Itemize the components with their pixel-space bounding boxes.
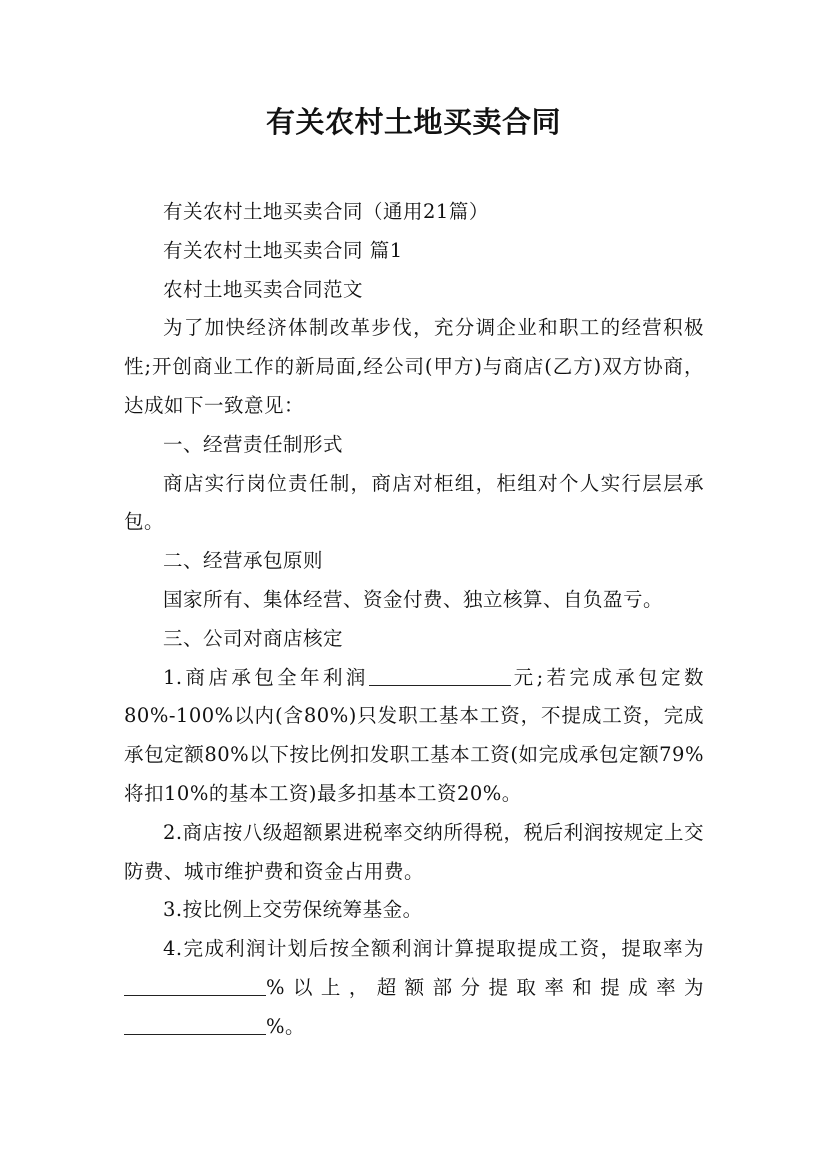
subtitle-paragraph: 有关农村土地买卖合同（通用21篇） <box>163 200 489 223</box>
clause-heading-3: 三、公司对商店核定 <box>163 626 344 650</box>
document-title: 有关农村土地买卖合同 <box>265 105 561 139</box>
clause-item-4-text-a: 4.完成利润计划后按全额利润计算提取提成工资，提取率为 <box>163 937 704 961</box>
intro-paragraph: 为了加快经济体制改革步伐，充分调企业和职工的经营积极性;开创商业工作的新局面,经公司(甲方)与商店(乙方)双方协商，达成如下一致意见： <box>124 316 704 417</box>
clause-item-1 <box>124 659 704 814</box>
clause-item-3: 3.按比例上交劳保统筹基金。 <box>163 898 423 922</box>
clause-item-4 <box>124 930 704 1046</box>
clause-heading-2: 二、经营承包原则 <box>163 549 324 573</box>
fill-in-blank-excess-rate <box>124 1014 266 1035</box>
contract-heading: 农村土地买卖合同范文 <box>163 277 364 301</box>
clause-paragraph-2: 国家所有、集体经营、资金付费、独立核算、自负盈亏。 <box>163 587 664 611</box>
document-body <box>124 193 704 1047</box>
fill-in-blank-rate <box>124 975 266 996</box>
fill-in-blank-profit <box>369 665 511 686</box>
clause-item-1-text-a: 1.商店承包全年利润 <box>163 665 369 689</box>
clause-item-2: 2.商店按八级超额累进税率交纳所得税，税后利润按规定上交防费、城市维护费和资金占用费。 <box>124 820 704 883</box>
section-heading: 有关农村土地买卖合同 篇1 <box>163 238 403 262</box>
clause-heading-1: 一、经营责任制形式 <box>163 432 344 456</box>
clause-item-4-text-c: %。 <box>266 1014 306 1038</box>
clause-item-1-text-b: 元;若完成承包定数80%-100%以内(含80%)只发职工基本工资，不提成工资，完成承包定额80%以下按比例扣发职工基本工资(如完成承包定额79%将扣10%的基本工资)最多扣基本工资20%。 <box>124 665 704 805</box>
clause-item-4-text-b: %以上，超额部分提取率和提成率为 <box>266 975 704 999</box>
clause-paragraph-1: 商店实行岗位责任制，商店对柜组，柜组对个人实行层层承包。 <box>124 471 704 534</box>
